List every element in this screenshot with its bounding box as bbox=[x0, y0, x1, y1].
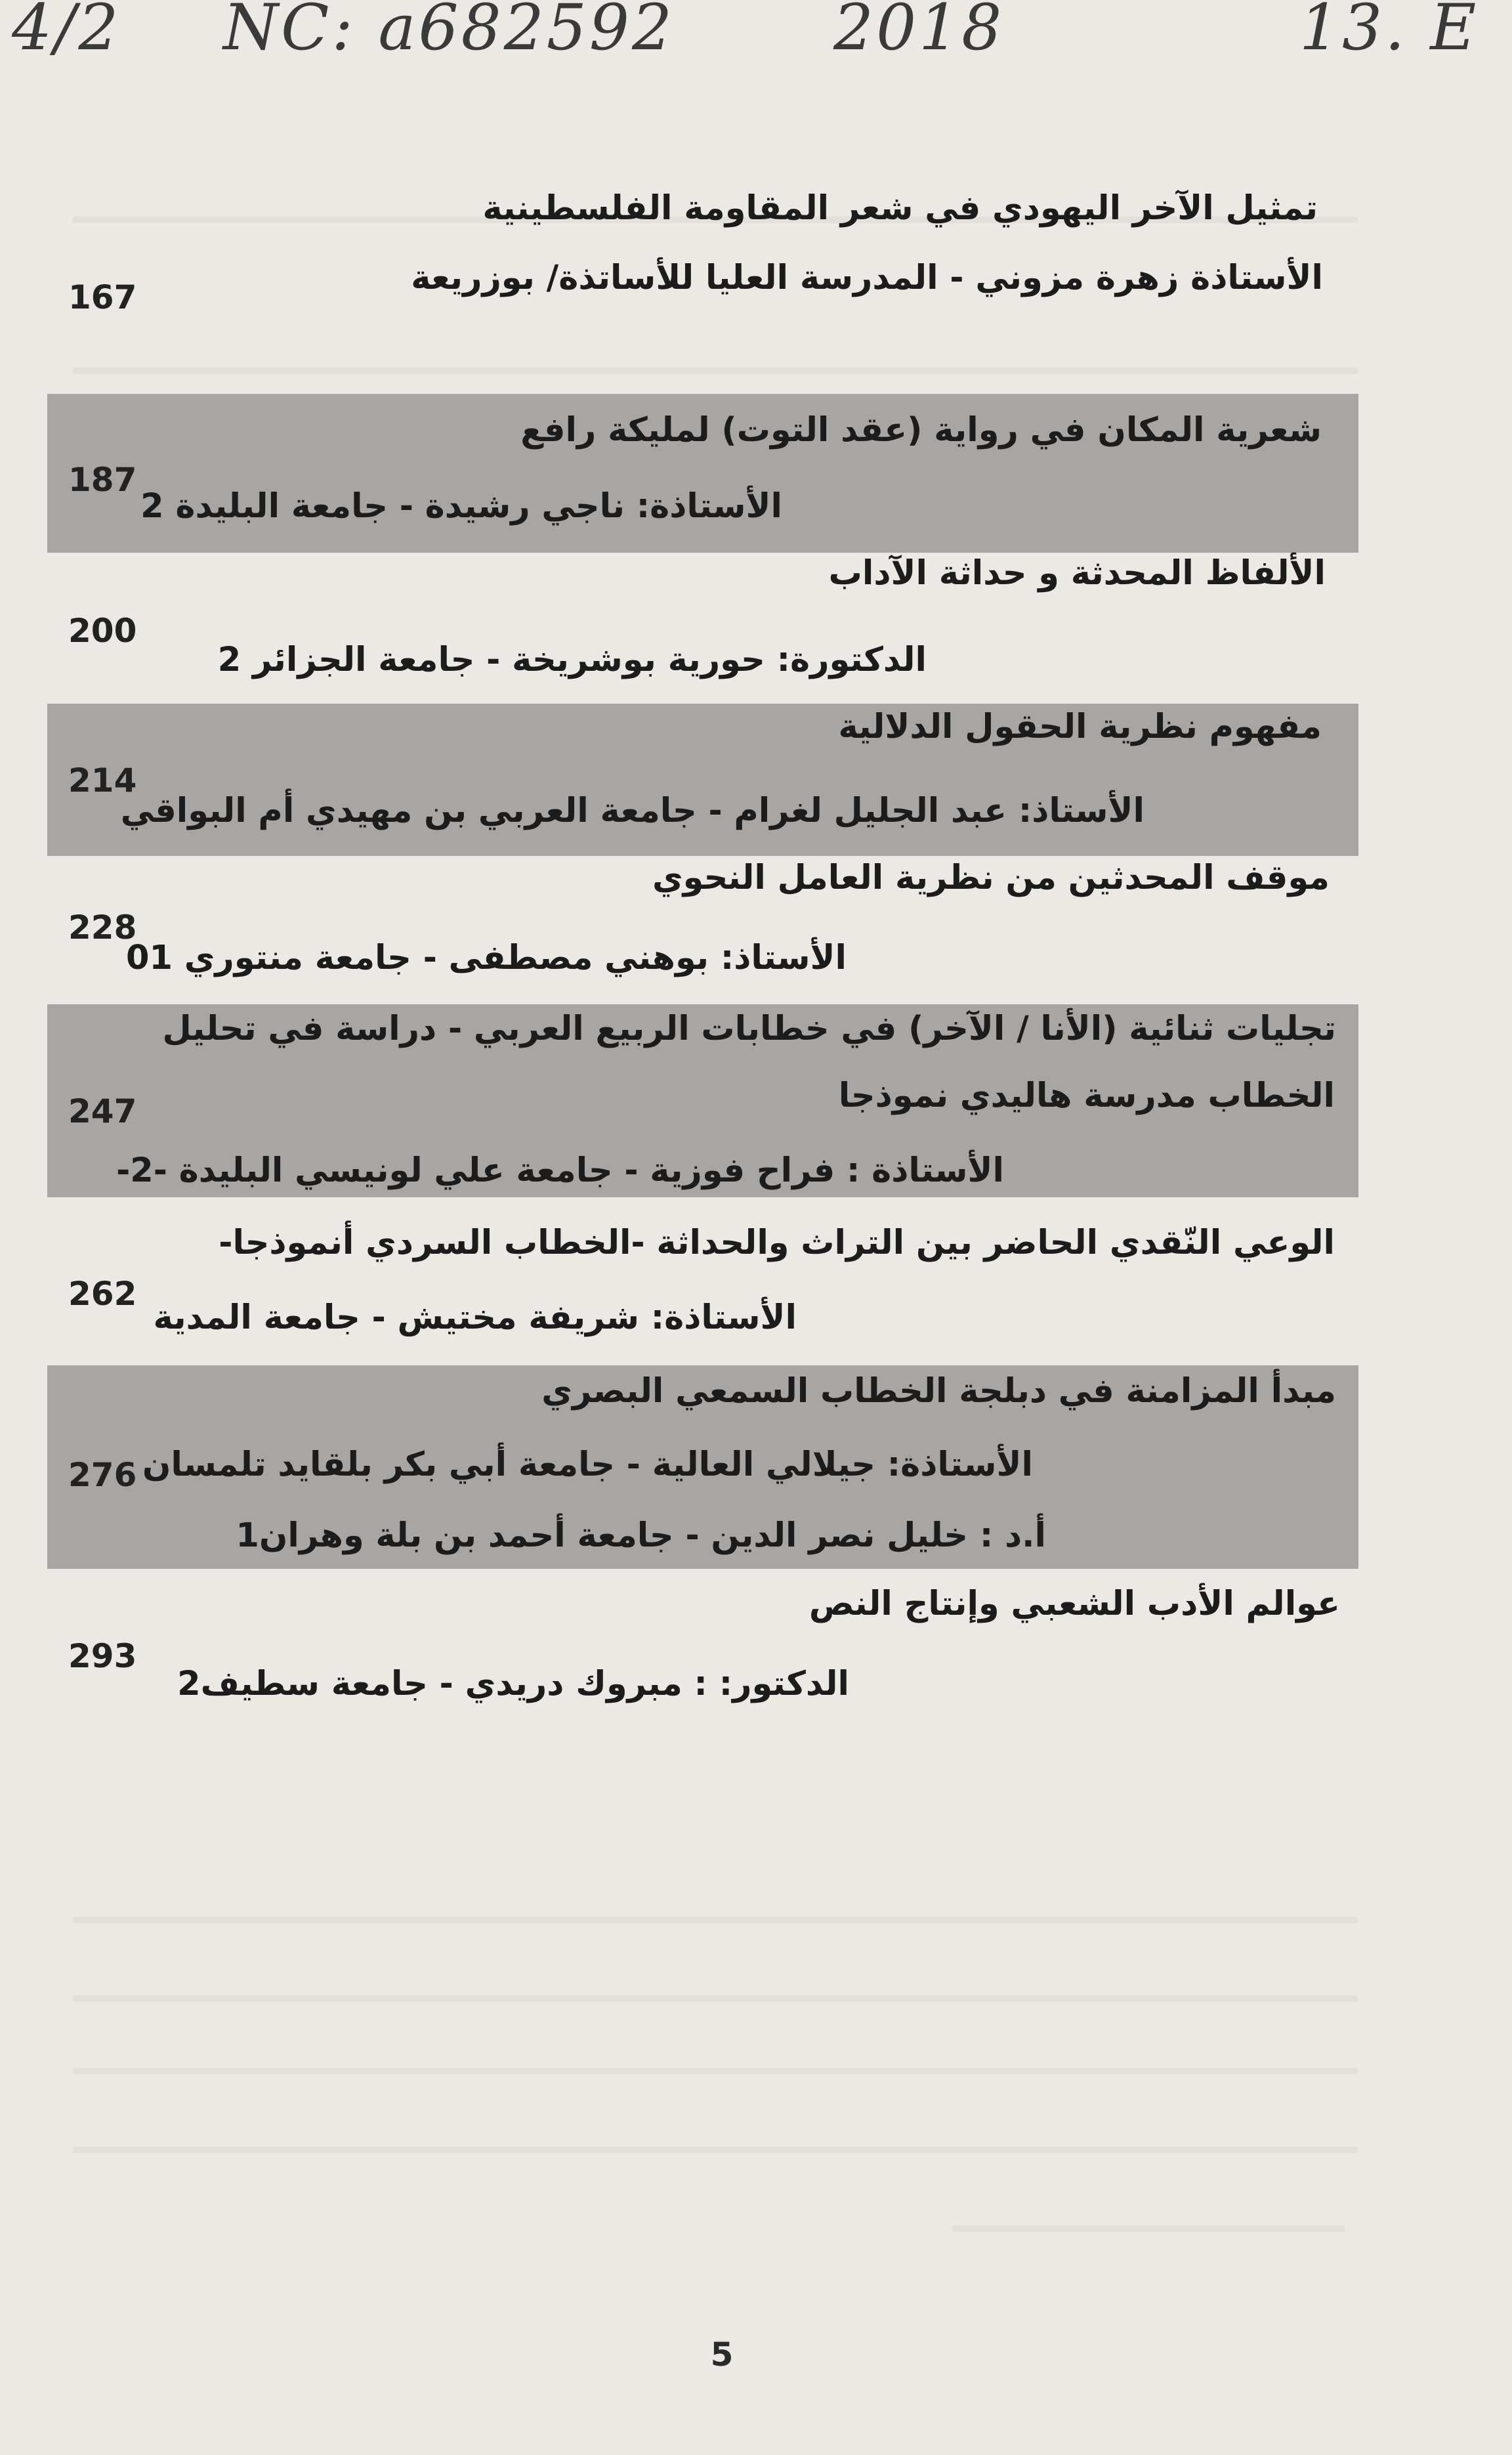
entry-page-number: 247 bbox=[68, 1092, 137, 1130]
entry-title: موقف المحدثين من نظرية العامل النحوي bbox=[652, 859, 1330, 897]
entry-author: الدكتور: : مبروك دريدي - جامعة سطيف2 bbox=[177, 1665, 849, 1703]
entry-author: الأستاذة : فراح فوزية - جامعة علي لونيسي البليدة -2- bbox=[116, 1151, 1004, 1190]
entry-title-continued: الخطاب مدرسة هاليدي نموذجا bbox=[838, 1077, 1335, 1115]
entry-page-number: 214 bbox=[68, 761, 137, 800]
handwritten-shelfmark: 13. E bbox=[1299, 0, 1479, 64]
handwritten-year: 2018 bbox=[833, 0, 1005, 64]
entry-page-number: 276 bbox=[68, 1456, 137, 1494]
handwritten-code: NC: a682592 bbox=[223, 0, 675, 64]
entry-page-number: 200 bbox=[68, 612, 137, 650]
entry-title: مبدأ المزامنة في دبلجة الخطاب السمعي البصري bbox=[541, 1372, 1336, 1411]
entry-title: الوعي النّقدي الحاضر بين التراث والحداثة -الخطاب السردي أنموذجا- bbox=[219, 1224, 1335, 1262]
entry-page-number: 187 bbox=[68, 461, 137, 499]
entry-title: تجليات ثنائية (الأنا / الآخر) في خطابات الربيع العربي - دراسة في تحليل bbox=[162, 1010, 1336, 1048]
handwritten-fraction: 4/2 bbox=[12, 0, 121, 64]
entry-title: شعرية المكان في رواية (عقد التوت) لمليكة رافع bbox=[520, 411, 1322, 450]
page-number: 5 bbox=[710, 2336, 734, 2374]
bleed-through-line bbox=[952, 2225, 1345, 2232]
bleed-through-line bbox=[72, 2068, 1358, 2074]
entry-author: الأستاذة: ناجي رشيدة - جامعة البليدة 2 bbox=[140, 487, 782, 526]
entry-author: الأستاذة: شريفة مختيش - جامعة المدية bbox=[153, 1298, 797, 1337]
bleed-through-line bbox=[72, 1996, 1358, 2002]
entry-page-number: 262 bbox=[68, 1275, 137, 1313]
entry-page-number: 293 bbox=[68, 1637, 137, 1675]
entry-author: الدكتورة: حورية بوشريخة - جامعة الجزائر 2 bbox=[217, 641, 927, 679]
bleed-through-line bbox=[72, 368, 1358, 374]
entry-page-number: 228 bbox=[68, 908, 137, 947]
entry-title: الألفاظ المحدثة و حداثة الآداب bbox=[828, 554, 1326, 593]
entry-author: الأستاذ: بوهني مصطفى - جامعة منتوري 01 bbox=[125, 939, 847, 977]
entry-author: الأستاذة زهرة مزوني - المدرسة العليا للأساتذة/ بوزريعة bbox=[411, 259, 1323, 297]
entry-title: عوالم الأدب الشعبي وإنتاج النص bbox=[808, 1585, 1340, 1623]
entry-author-second: أ.د : خليل نصر الدين - جامعة أحمد بن بلة وهران1 bbox=[236, 1516, 1046, 1555]
entry-title: تمثيل الآخر اليهودي في شعر المقاومة الفلسطينية bbox=[482, 189, 1318, 228]
entry-page-number: 167 bbox=[68, 278, 137, 316]
bleed-through-line bbox=[72, 2146, 1358, 2153]
entry-author: الأستاذ: عبد الجليل لغرام - جامعة العربي بن مهيدي أم البواقي bbox=[120, 792, 1144, 830]
bleed-through-line bbox=[72, 1917, 1358, 1923]
entry-title: مفهوم نظرية الحقول الدلالية bbox=[838, 708, 1322, 746]
entry-author: الأستاذة: جيلالي العالية - جامعة أبي بكر بلقايد تلمسان bbox=[142, 1445, 1033, 1484]
